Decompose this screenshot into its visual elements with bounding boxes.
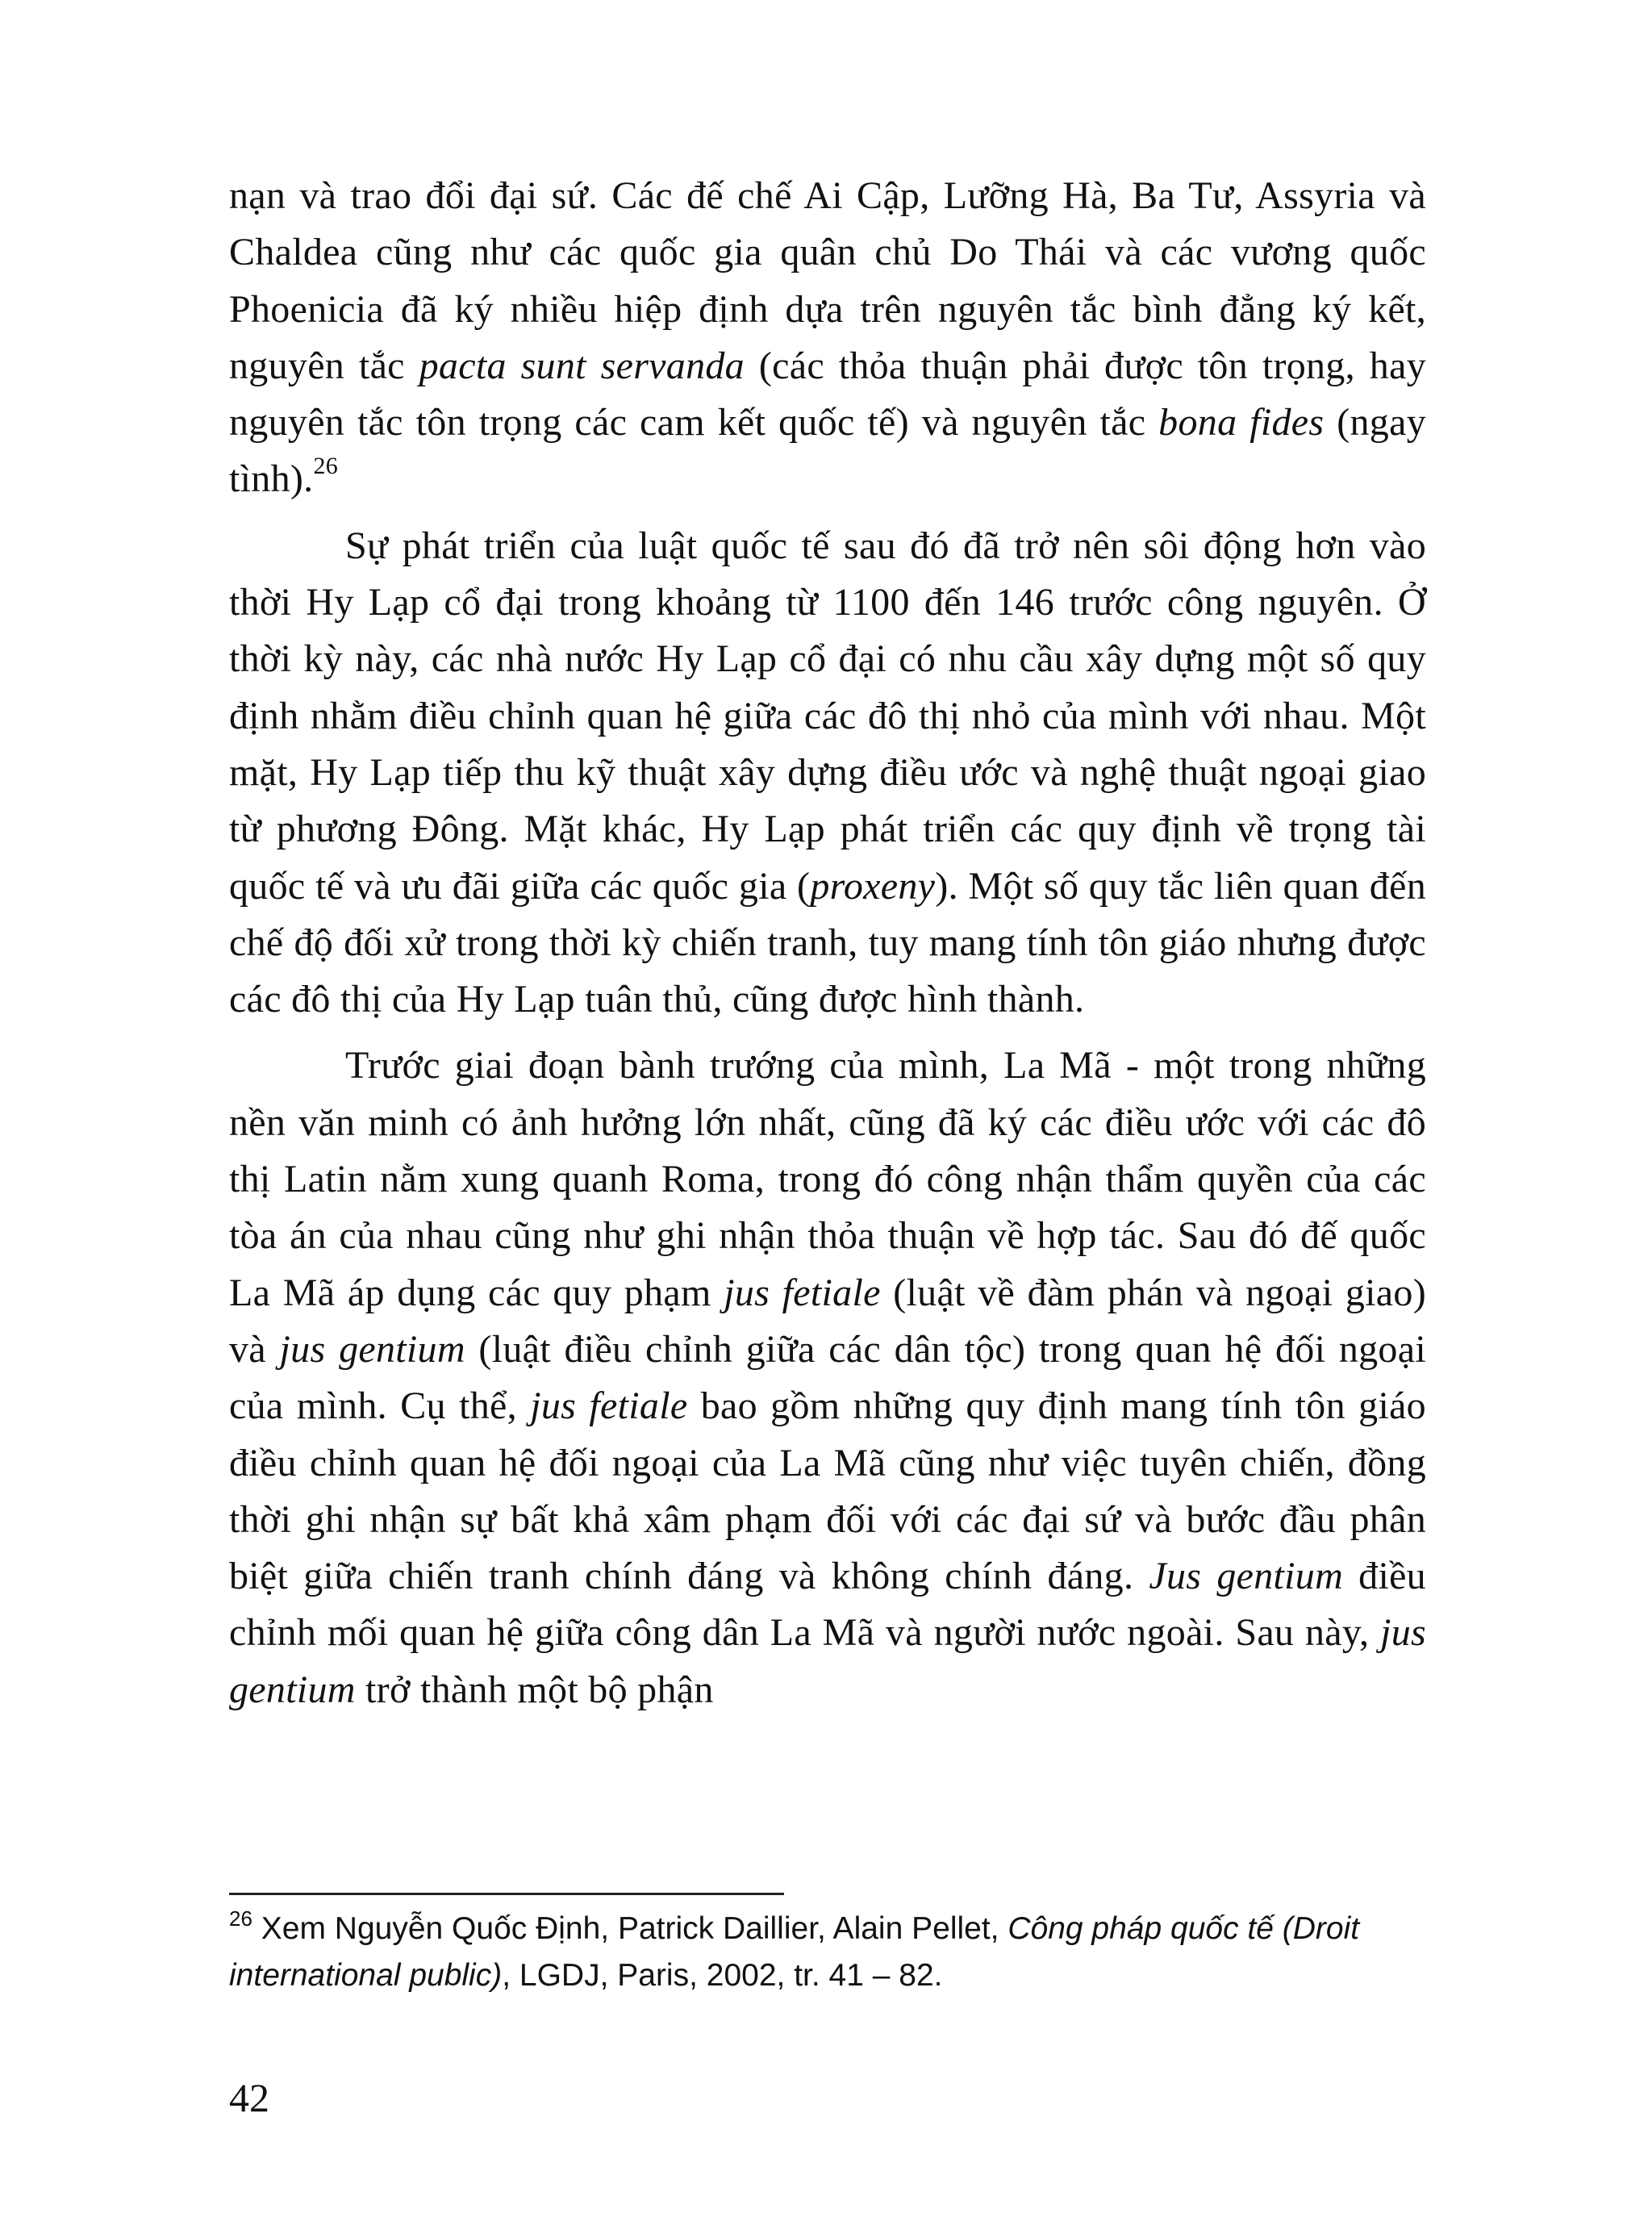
paragraph-3-text-k: trở thành một bộ phận (355, 1668, 714, 1711)
paragraph-3-text-a: Trước giai đoạn bành trướng của mình, La Mã - một trong những nền văn minh có ảnh hưởng lớn nhất, cũng đã ký các điều ước với các đô thị Latin nằm xung quanh Roma, trong đó công nhận thẩm quyền của các tòa án của nhau cũng như ghi nhận thỏa thuận về hợp tác. Sau đó đế quốc La Mã áp dụng các quy phạm (229, 1044, 1426, 1314)
paragraph-2-text-a: Sự phát triển của luật quốc tế sau đó đã trở nên sôi động hơn vào thời Hy Lạp cổ đại trong khoảng từ 1100 đến 146 trước công nguyên. Ở thời kỳ này, các nhà nước Hy Lạp cổ đại có nhu cầu xây dựng một số quy định nhằm điều chỉnh quan hệ giữa các đô thị nhỏ của mình với nhau. Một mặt, Hy Lạp tiếp thu kỹ thuật xây dựng điều ước và nghệ thuật ngoại giao từ phương Đông. Mặt khác, Hy Lạp phát triển các quy định về trọng tài quốc tế và ưu đãi giữa các quốc gia ( (229, 524, 1426, 908)
footnote-ref-26[interactable]: 26 (313, 453, 339, 480)
paragraph-1-latin-pacta: pacta sunt servanda (419, 344, 745, 387)
paragraph-3-text-g: bao gồm những quy định mang tính tôn giáo điều chỉnh quan hệ đối ngoại của La Mã cũng như việc tuyên chiến, đồng thời ghi nhận sự bất khả xâm phạm đối với các đại sứ và bước đầu phân biệt giữa chiến tranh chính đáng và không chính đáng. (229, 1384, 1426, 1598)
paragraph-3 (229, 1038, 1426, 1718)
paragraph-2-term-proxeny: proxeny (810, 864, 936, 908)
paragraph-1-latin-bona-fides: bona fides (1158, 401, 1325, 445)
footnote-book-title: Công pháp quốc tế (Droit international public) (229, 1911, 1360, 1993)
page-number: 42 (229, 2075, 269, 2120)
paragraph-1-text-c: (các thỏa thuận phải được tôn trọng, hay nguyên tắc tôn trọng các cam kết quốc tế) và nguyên tắc (229, 344, 1426, 445)
page-body (229, 168, 1426, 1728)
paragraph-3-term-jus-gentium-2: Jus gentium (1149, 1555, 1344, 1598)
footnote-text-b: , LGDJ, Paris, 2002, tr. 41 – 82. (502, 1958, 943, 1993)
paragraph-3-text-i: điều chỉnh mối quan hệ giữa công dân La Mã và người nước ngoài. Sau này, (229, 1555, 1426, 1655)
paragraph-3-term-jus-fetiale: jus fetiale (724, 1271, 881, 1314)
footnote-number: 26 (229, 1906, 252, 1931)
paragraph-3-text-c: (luật về đàm phán và ngoại giao) và (229, 1271, 1426, 1371)
footnote-26 (229, 1906, 1426, 1999)
paragraph-1 (229, 168, 1426, 508)
paragraph-1-text-e: (ngay tình). (229, 401, 1427, 501)
paragraph-3-term-jus-gentium: jus gentium (279, 1327, 465, 1371)
footnote-divider (229, 1893, 784, 1895)
paragraph-2-text-c: ). Một số quy tắc liên quan đến chế độ đối xử trong thời kỳ chiến tranh, tuy mang tính tôn giáo nhưng được các đô thị của Hy Lạp tuân thủ, cũng được hình thành. (229, 864, 1426, 1021)
paragraph-3-term-jus-gentium-3: jus gentium (229, 1611, 1426, 1711)
paragraph-1-text-a: nạn và trao đổi đại sứ. Các đế chế Ai Cập, Lưỡng Hà, Ba Tư, Assyria và Chaldea cũng như các quốc gia quân chủ Do Thái và các vương quốc Phoenicia đã ký nhiều hiệp định dựa trên nguyên tắc bình đẳng ký kết, nguyên tắc (229, 174, 1426, 387)
paragraph-2 (229, 518, 1426, 1029)
paragraph-3-text-e: (luật điều chỉnh giữa các dân tộc) trong quan hệ đối ngoại của mình. Cụ thể, (229, 1327, 1426, 1428)
footnote-text-a: Xem Nguyễn Quốc Định, Patrick Daillier, Alain Pellet, (252, 1911, 1008, 1946)
paragraph-3-term-jus-fetiale-2: jus fetiale (530, 1384, 688, 1428)
